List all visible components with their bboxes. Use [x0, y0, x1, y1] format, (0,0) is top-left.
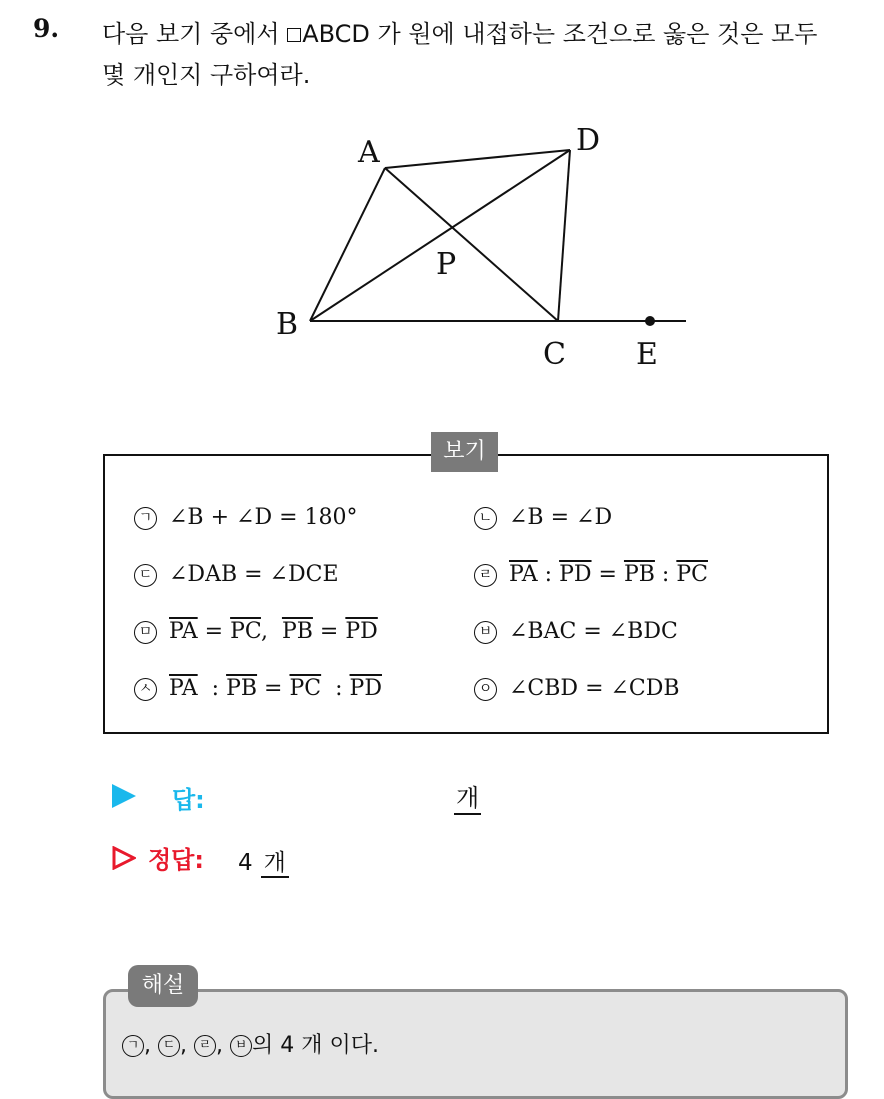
bogi-item-text: ∠DAB = ∠DCE [169, 562, 339, 587]
quadrilateral-figure [0, 110, 884, 390]
comma-sep: , [260, 619, 282, 644]
segment-pd: $\overline{PD}$ [345, 619, 378, 644]
side-dc [558, 150, 570, 321]
question-text-suffix: ABCD 가 원에 내접하는 조건으로 옳은 것은 모두 [302, 20, 818, 48]
bogi-item-4 [474, 562, 708, 587]
segment-pc: $\overline{PC}$ [230, 619, 261, 644]
marker-digeut-icon: ㄷ [158, 1035, 180, 1057]
explanation-title: 해설 [128, 965, 198, 1007]
marker-giyeok-icon: ㄱ [122, 1035, 144, 1057]
bogi-item-5 [134, 619, 378, 644]
diagonal-bd [310, 150, 570, 321]
label-c: C [543, 337, 566, 372]
marker-bieup-icon: ㅂ [230, 1035, 252, 1057]
equals-sign: = [312, 619, 346, 644]
answer-label: 답: [172, 786, 205, 814]
bogi-item-3 [134, 562, 339, 587]
marker-giyeok-icon: ㄱ [134, 507, 157, 530]
answer-unit[interactable]: 개 [454, 778, 481, 815]
explanation-text: ㄱ , ㄷ , ㄹ , ㅂ 의 4 개 이다. [122, 1028, 379, 1059]
marker-bieup-icon: ㅂ [474, 621, 497, 644]
marker-mieum-icon: ㅁ [134, 621, 157, 644]
correct-answer-unit: 개 [261, 850, 289, 878]
bogi-item-text: ∠B + ∠D = 180° [169, 505, 358, 530]
equals-sign: = [257, 676, 290, 701]
marker-nieun-icon: ㄴ [474, 507, 497, 530]
bogi-item-text: ∠CBD = ∠CDB [509, 676, 680, 701]
outline-arrow-icon [112, 846, 136, 870]
segment-pa: $\overline{PA}$ [169, 676, 198, 701]
side-ad [385, 150, 570, 168]
bogi-title: 보기 [431, 432, 498, 472]
marker-ieung-icon: ㅇ [474, 678, 497, 701]
square-symbol-icon [287, 28, 301, 42]
segment-pc: $\overline{PC}$ [289, 676, 322, 701]
side-ab [310, 168, 385, 321]
segment-pb: $\overline{PB}$ [281, 619, 313, 644]
bogi-item-1 [134, 505, 358, 530]
bogi-item-text: ∠BAC = ∠BDC [509, 619, 678, 644]
play-arrow-icon [112, 784, 136, 808]
label-e: E [636, 337, 658, 372]
ratio-sep: : [321, 676, 350, 701]
ratio-sep: : [197, 676, 227, 701]
segment-pa: $\overline{PA}$ [509, 562, 538, 587]
correct-answer-number: 4 [238, 850, 253, 876]
question-number: 9. [33, 14, 60, 43]
bogi-item-6 [474, 619, 678, 644]
bogi-item-8 [474, 676, 680, 701]
correct-answer-value [238, 844, 289, 877]
label-d: D [576, 123, 601, 158]
explanation-suffix: 의 4 개 이다. [252, 1033, 379, 1058]
segment-pd: $\overline{PD}$ [349, 676, 382, 701]
marker-siot-icon: ㅅ [134, 678, 157, 701]
bogi-item-text: ∠B = ∠D [509, 505, 613, 530]
equals-sign: = [197, 619, 231, 644]
label-p: P [436, 247, 457, 282]
bogi-item-2 [474, 505, 612, 530]
segment-pc: $\overline{PC}$ [676, 562, 708, 587]
marker-rieul-icon: ㄹ [474, 564, 497, 587]
question-text-line1 [102, 14, 817, 49]
segment-pd: $\overline{PD}$ [559, 562, 592, 587]
equals-sign: = [591, 562, 624, 587]
question-text-prefix: 다음 보기 중에서 [102, 20, 288, 48]
segment-pa: $\overline{PA}$ [169, 619, 198, 644]
marker-rieul-icon: ㄹ [194, 1035, 216, 1057]
diagonal-ac [385, 168, 558, 321]
point-e-dot [645, 316, 655, 326]
ratio-sep: : [537, 562, 560, 587]
question-text-line2: 몇 개인지 구하여라. [102, 61, 311, 89]
label-a: A [358, 135, 380, 170]
segment-pb: $\overline{PB}$ [623, 562, 655, 587]
bogi-item-7 [134, 676, 382, 701]
segment-pb: $\overline{PB}$ [226, 676, 258, 701]
ratio-sep: : [654, 562, 677, 587]
marker-digeut-icon: ㄷ [134, 564, 157, 587]
label-b: B [276, 307, 299, 342]
correct-answer-label: 정답: [148, 846, 204, 874]
